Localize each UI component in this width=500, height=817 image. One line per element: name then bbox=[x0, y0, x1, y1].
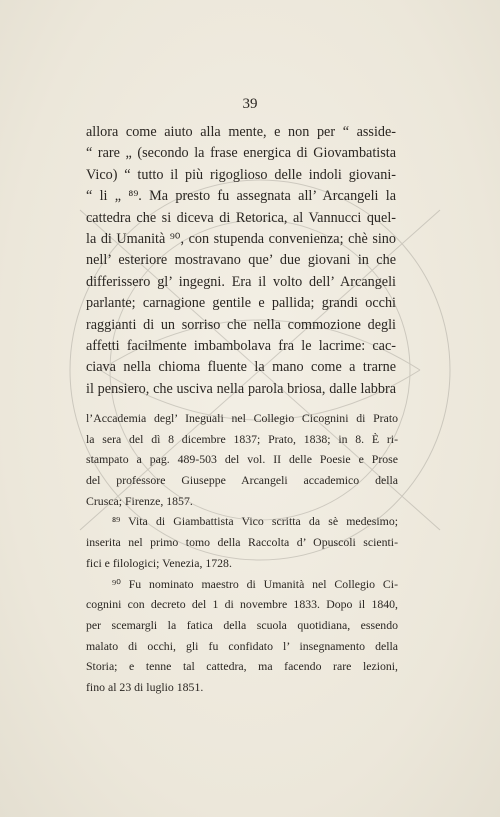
body-line: affetti facilmente imbambolava fra le lacrime: cac- bbox=[86, 337, 396, 354]
body-text bbox=[86, 122, 396, 400]
footnote-line: cognini con decreto del 1 di novembre 1833. Dopo il 1840, bbox=[86, 597, 398, 612]
footnote-line: Crusca; Firenze, 1857. bbox=[86, 493, 193, 508]
footnote-line: inserita nel primo tomo della Raccolta d’ Opuscoli scienti- bbox=[86, 535, 398, 550]
footnote-89: ⁸⁹ Vita di Giambattista Vico scritta da sè medesimo; bbox=[112, 514, 398, 529]
footnote-line: malato di occhi, gli fu confidato l’ insegnamento della bbox=[86, 638, 398, 653]
body-line: il pensiero, che usciva nella parola briosa, dalle labbra bbox=[86, 380, 396, 397]
body-line: allora come aiuto alla mente, e non per “ asside- bbox=[86, 124, 396, 140]
body-line: parlante; carnagione gentile e pallida; grandi occhi bbox=[86, 295, 396, 312]
body-line: Vico) “ tutto il più rigoglioso delle indoli giovani- bbox=[86, 166, 396, 183]
body-line: “ li „ ⁸⁹. Ma presto fu assegnata all’ Arcangeli la bbox=[86, 188, 396, 205]
body-line: “ rare „ (secondo la frase energica di Giovambatista bbox=[86, 145, 396, 162]
footnote-line: stampato a pag. 489-503 del vol. II delle Poesie e Prose bbox=[86, 452, 398, 467]
footnote-line: fino al 23 di luglio 1851. bbox=[86, 679, 204, 694]
body-line: la di Umanità ⁹⁰, con stupenda convenienza; chè sino bbox=[86, 230, 396, 247]
body-line: nell’ esteriore mostravano que’ due giovani in che bbox=[86, 252, 396, 269]
body-line: cattedra che si diceva di Retorica, al Vannucci quel- bbox=[86, 209, 396, 226]
footnote-90: ⁹⁰ Fu nominato maestro di Umanità nel Collegio Ci- bbox=[112, 576, 398, 591]
footnote-line: l’Accademia degl’ Ineguali nel Collegio Cicognini di Prato bbox=[86, 411, 398, 425]
body-line: differissero gl’ ingegni. Era il volto dell’ Arcangeli bbox=[86, 273, 396, 290]
body-line: raggianti di un sorriso che nella commozione degli bbox=[86, 316, 396, 333]
footnote-line: fici e filologici; Venezia, 1728. bbox=[86, 555, 232, 570]
footnote-line: Storia; e tenne tal cattedra, ma facendo rare lezioni, bbox=[86, 659, 398, 674]
footnote-line: la sera del dì 8 dicembre 1837; Prato, 1838; in 8. È ri- bbox=[86, 431, 398, 446]
page-number: 39 bbox=[242, 96, 258, 112]
footnotes bbox=[86, 408, 398, 698]
footnote-line: del professore Giuseppe Arcangeli accademico della bbox=[86, 473, 398, 488]
footnote-line: per scemargli la fatica della scuola quotidiana, essendo bbox=[86, 617, 398, 632]
body-line: ciava nella chioma fluente la mano come a trarne bbox=[86, 359, 396, 376]
